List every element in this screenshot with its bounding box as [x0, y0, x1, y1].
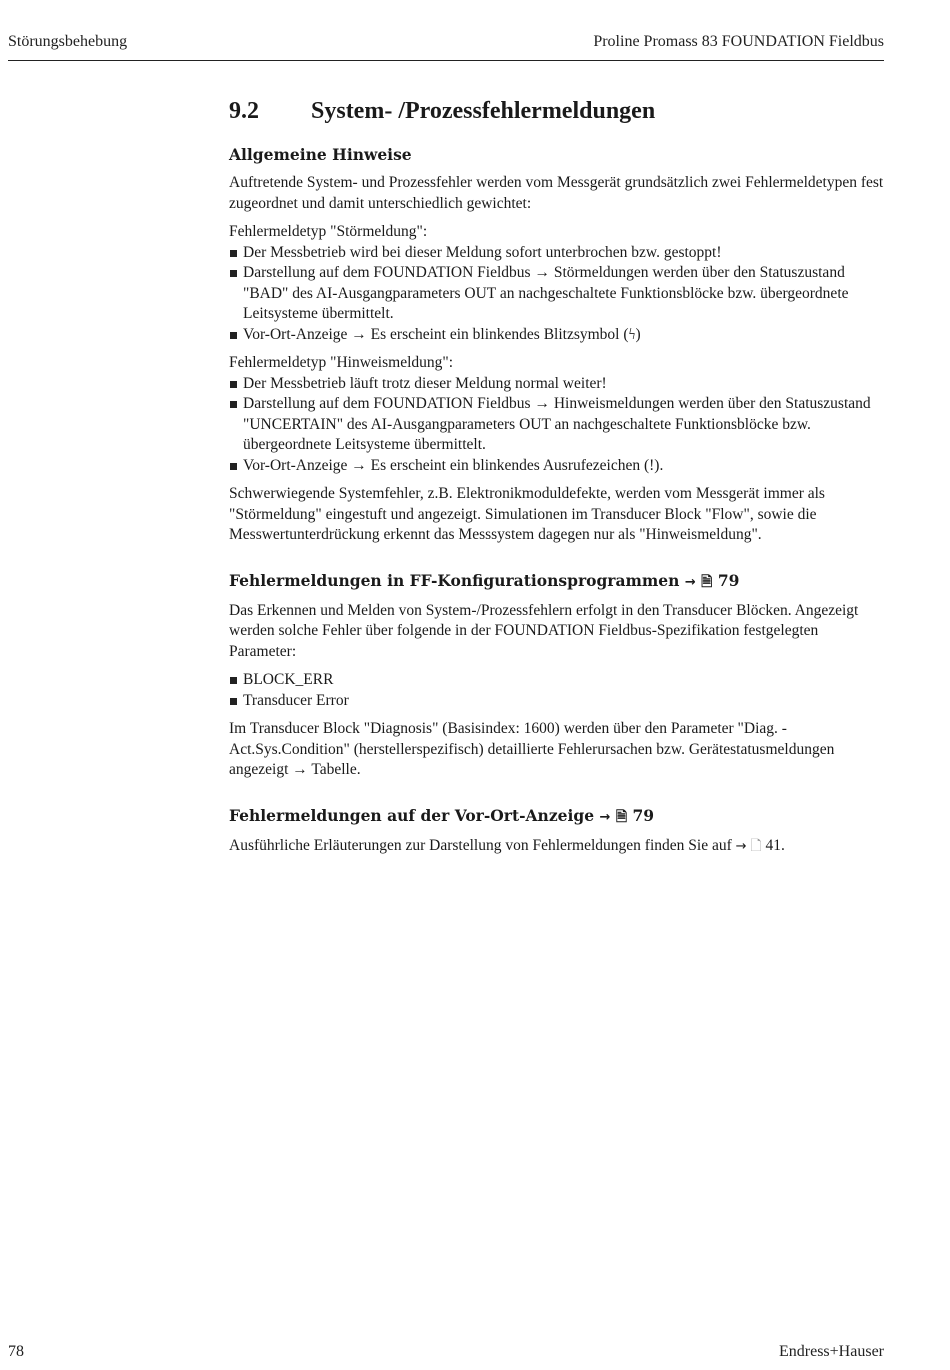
- list-item: Der Messbetrieb läuft trotz dieser Meldung normal weiter!: [229, 374, 884, 395]
- document-icon: 🗎: [701, 573, 713, 590]
- list-item: BLOCK_ERR: [229, 670, 884, 691]
- document-icon: 🗎: [615, 808, 628, 825]
- type2-list: [229, 374, 884, 477]
- ff-detail: Im Transducer Block "Diagnosis" (Basisindex: 1600) werden über den Parameter "Diag. - Act.Sys.Condition" (herstellerspezifisch) detaillierte Fehlerursachen bzw. Gerätestatusmeldungen angezeigt → Tabelle.: [229, 720, 835, 778]
- type2-label: Fehlermeldetyp "Hinweismeldung":: [229, 354, 454, 371]
- local-text: [229, 836, 884, 858]
- ff-param-list: [229, 670, 884, 711]
- list-item: Vor-Ort-Anzeige → Es erscheint ein blinkendes Blitzsymbol (ϟ): [229, 325, 884, 346]
- heading-ff-text: Fehlermeldungen in FF-Konfigurationsprogrammen: [229, 570, 680, 590]
- list-item: Der Messbetrieb wird bei dieser Meldung sofort unterbrochen bzw. gestoppt!: [229, 243, 884, 264]
- running-header-chapter: Störungsbehebung: [8, 33, 128, 50]
- list-item: Darstellung auf dem FOUNDATION Fieldbus → Hinweismeldungen werden über den Statuszustand "UNCERTAIN" des AI-Ausgangparameters OUT an nachgeschaltete Funktionsblöcke bzw. übergeordnete Leitsysteme übermittelt.: [229, 394, 884, 456]
- brand-name: Endress+Hauser: [779, 1343, 884, 1360]
- heading-local-display: [229, 805, 884, 829]
- general-intro: Auftretende System- und Prozessfehler werden vom Messgerät grundsätzlich zwei Fehlermeldetypen fest zugeordnet und damit unterschiedlich gewichtet:: [229, 174, 884, 212]
- document-icon: 🗋: [750, 837, 762, 854]
- local-text-body: Ausführliche Erläuterungen zur Darstellung von Fehlermeldungen finden Sie auf: [229, 836, 732, 854]
- arrow-icon: →: [684, 574, 696, 590]
- arrow-icon: →: [599, 809, 611, 825]
- arrow-icon: →: [735, 838, 747, 854]
- heading-local-text: Fehlermeldungen auf der Vor-Ort-Anzeige: [229, 805, 595, 825]
- page-ref[interactable]: 79: [632, 805, 655, 825]
- section-title: [229, 96, 884, 126]
- running-header-product: Proline Promass 83 FOUNDATION Fieldbus: [593, 33, 884, 50]
- page-number: 78: [8, 1343, 24, 1360]
- section-number: 9.2: [229, 98, 259, 124]
- general-summary: Schwerwiegende Systemfehler, z.B. Elektronikmoduldefekte, werden vom Messgerät immer als "Störmeldung" eingestuft und angezeigt. Simulationen im Transducer Block "Flow", sowie die Messwertunterdrückung erkennt das Messsystem dagegen nur als "Hinweismeldung".: [229, 485, 825, 543]
- page-body: [229, 96, 884, 865]
- section-title-text: System- /Prozessfehlermeldungen: [311, 98, 656, 124]
- page-ref[interactable]: 41.: [765, 836, 785, 854]
- list-item: Transducer Error: [229, 691, 884, 712]
- heading-ff-config: [229, 570, 884, 594]
- page-ref[interactable]: 79: [717, 570, 740, 590]
- ff-intro: Das Erkennen und Melden von System-/Prozessfehlern erfolgt in den Transducer Blöcken. Angezeigt werden solche Fehler über folgende in der FOUNDATION Fieldbus-Spezifikation festgelegten Parameter:: [229, 601, 859, 660]
- list-item: Vor-Ort-Anzeige → Es erscheint ein blinkendes Ausrufezeichen (!).: [229, 456, 884, 477]
- type1-list: [229, 243, 884, 346]
- heading-general: Allgemeine Hinweise: [229, 145, 412, 164]
- type1-label: Fehlermeldetyp "Störmeldung":: [229, 223, 428, 240]
- list-item: Darstellung auf dem FOUNDATION Fieldbus → Störmeldungen werden über den Statuszustand "BAD" des AI-Ausgangparameters OUT an nachgeschaltete Funktionsblöcke bzw. übergeordnete Leitsysteme übermittelt.: [229, 263, 884, 325]
- header-rule: [8, 60, 884, 61]
